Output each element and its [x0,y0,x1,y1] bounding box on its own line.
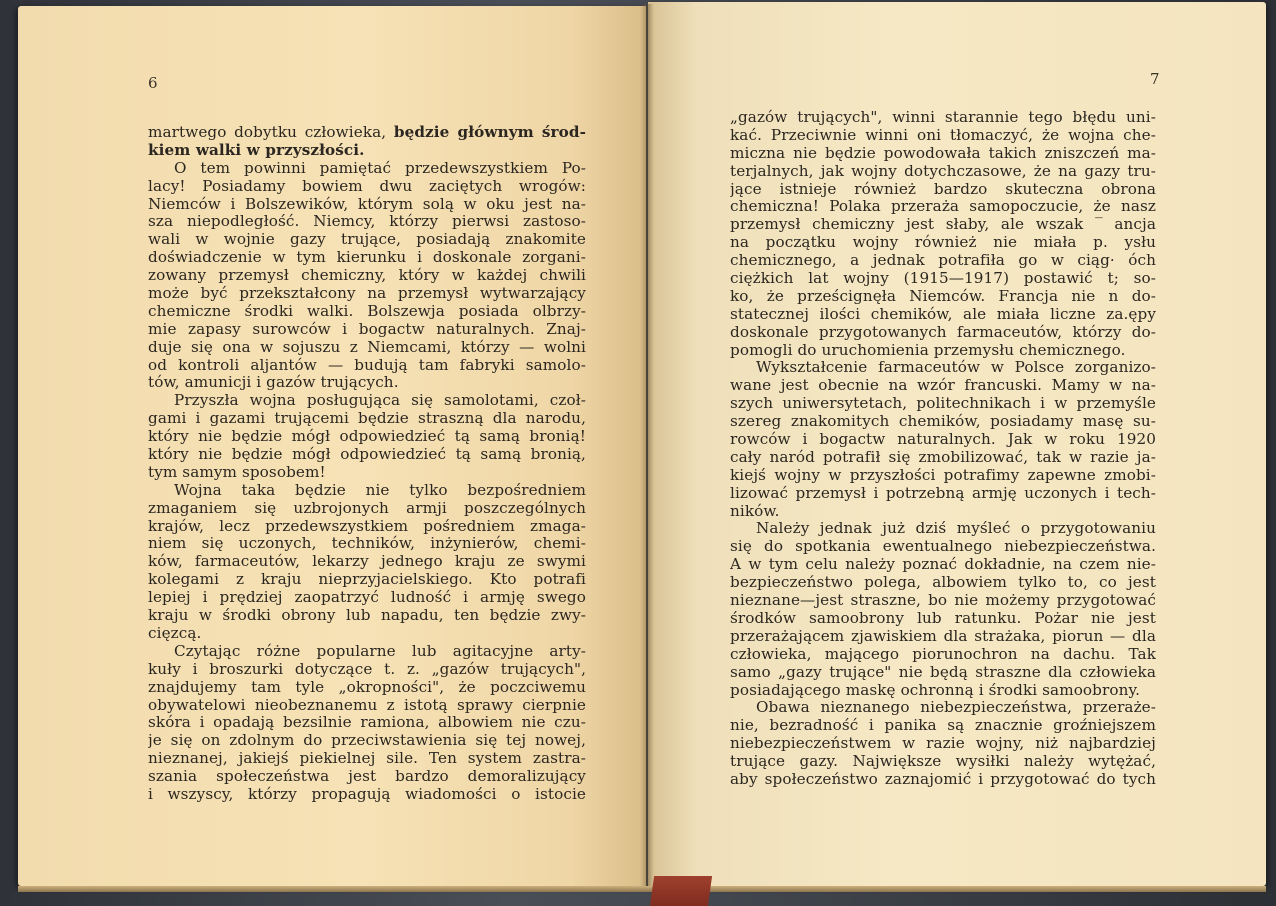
text-line: lepiej i prędziej zaopatrzyć ludność i armję swego [148,589,586,607]
text-line: pomogli do uruchomienia przemysłu chemicznego. [730,341,1126,359]
text-line: lizować przemysł i potrzebną armję uczonych i tech- [730,484,1156,502]
text-line: zowany przemysł chemiczny, który w każdej chwili [148,267,586,285]
text-line: rowców i bogactw naturalnych. Jak w roku 1920 [730,431,1156,449]
text-line: ków, farmaceutów, lekarzy jednego kraju ze swymi [148,553,586,571]
text-line: człowieka, mającego piorunochron na dachu. Tak [730,645,1156,663]
text-line: przerażającem zjawiskiem dla strażaka, piorun — dla [730,627,1156,645]
text-line: jące istnieje również bardzo skuteczna obrona [730,180,1156,198]
text-line: znajdujemy tam tyle „okropności", że poczciwemu [148,678,586,696]
page-number-right: 7 [1150,70,1160,88]
text-line: szereg znakomitych chemików, posiadamy masę su- [730,413,1156,431]
text-line: Wojna taka będzie nie tylko bezpośredniem [174,481,586,499]
text-line: kolegami z kraju nieprzyjacielskiego. Kto potrafi [148,571,586,589]
text-line: cały naród potrafił się zmobilizować, tak w razie ja- [730,448,1156,466]
text-line: szania społeczeństwa jest bardzo demoralizujący [148,768,586,786]
text-line: się do spotkania ewentualnego niebezpieczeństwa. [730,538,1156,556]
text-line: i wszyscy, którzy propagują wiadomości o istocie [148,785,586,803]
text-line: Niemców i Bolszewików, którym solą w oku jest na- [148,195,586,213]
text-line: chemiczne środki walki. Bolszewja posiada olbrzy- [148,302,586,320]
text-line: zmaganiem się uzbrojonych armji poszczególnych [148,499,586,517]
page-number-left: 6 [148,74,158,92]
text-line: miczna nie będzie powodowała takich zniszczeń ma- [730,144,1156,162]
right-page-text [730,109,1156,789]
text-line: mie zapasy surowców i bogactw naturalnych. Znaj- [148,320,586,338]
left-page-text [148,124,586,804]
text-line: szych uniwersytetach, politechnikach i w przemyśle [730,395,1156,413]
text-line: cięzcą. [148,624,202,642]
left-page [18,6,646,886]
text-line: od kontroli aljantów — budują tam fabryki samolo- [148,356,586,374]
bookmark-ribbon [650,876,712,906]
text-line: nieznanej, jakiejś piekielnej sile. Ten system zastra- [148,750,586,768]
text-line: terjalnych, jak wojny dotychczasowe, że na gazy tru- [730,162,1156,180]
text-line: Należy jednak już dziś myśleć o przygotowaniu [756,520,1156,538]
text-line: trujące gazy. Największe wysiłki należy wytężać, [730,753,1156,771]
text-line: Wykształcenie farmaceutów w Polsce zorganizo- [756,359,1156,377]
text-line: krajów, lecz przedewszystkiem pośredniem zmaga- [148,517,586,535]
text-line: przemysł chemiczny jest słaby, ale wszak ‾ ancja [730,216,1156,234]
text-line: nie, bezradność i panika są znacznie groźniejszem [730,717,1156,735]
text-line: może być przekształcony na przemysł wytwarzający [148,285,586,303]
text-line: nieznane—jest straszne, bo nie możemy przygotować [730,592,1156,610]
text-line: samo „gazy trujące" nie będą straszne dla człowieka [730,663,1156,681]
text-line: tym samym sposobem! [148,463,326,481]
text-line: O tem powinni pamiętać przedewszystkiem Po- [174,159,586,177]
text-line: A w tym celu należy poznać dokładnie, na czem nie- [730,556,1156,574]
text-line: chemiczna! Polaka przeraża samopoczucie, że nasz [730,198,1156,216]
text-line: obywatelowi nieobeznanemu z istotą sprawy cierpnie [148,696,586,714]
text-line: Obawa nieznanego niebezpieczeństwa, przeraże- [756,699,1156,717]
text-line: Czytając różne popularne lub agitacyjne arty- [174,642,586,660]
text-line: tów, amunicji i gazów trujących. [148,374,399,392]
text-line: gami i gazami trującemi będzie straszną dla narodu, [148,410,586,428]
text-line: kraju w środki obrony lub napadu, ten będzie zwy- [148,607,586,625]
text-line: posiadającego maskę ochronną i środki samoobrony. [730,681,1141,699]
text-line: wane jest obecnie na wzór francuski. Mamy w na- [730,377,1156,395]
text-line: środków samoobrony lub ratunku. Pożar nie jest [730,609,1156,627]
text-line: niem się uczonych, techników, inżynierów, chemi- [148,535,586,553]
text-line: który nie będzie mógł odpowiedzieć tą samą bronią, [148,446,586,464]
book-gutter [640,4,654,888]
text-line: martwego dobytku człowieka, będzie głównym środ- [148,124,586,141]
text-line: statecznej ilości chemików, ale miała liczne za.ępy [730,305,1156,323]
text-line: na początku wojny również nie miała p. ysłu [730,234,1156,252]
text-line: Przyszła wojna posługująca się samolotami, czoł- [174,392,586,410]
text-line: kiem walki w przyszłości. [148,141,365,159]
text-line: lacy! Posiadamy bowiem dwu zaciętych wrogów: [148,177,586,195]
text-line: bezpieczeństwo polega, albowiem tylko to, co jest [730,574,1156,592]
text-line: aby społeczeństwo zaznajomić i przygotować do tych [730,770,1156,788]
text-line: kiejś wojny w przyszłości potrafimy zapewne zmobi- [730,466,1156,484]
text-line: „gazów trujących", winni starannie tego błędu uni- [730,109,1156,126]
text-line: który nie będzie mógł odpowiedzieć tą samą bronią! [148,428,586,446]
text-line: chemicznego, a jednak potrafiła go w ciąg· óch [730,252,1156,270]
text-line: wali w wojnie gazy trujące, posiadają znakomite [148,231,586,249]
text-line: niebezpieczeństwem w razie wojny, niż najbardziej [730,735,1156,753]
text-line: doświadczenie w tym kierunku i doskonale zorgani- [148,249,586,267]
text-line: ników. [730,502,780,520]
text-line: je się on zdolnym do przeciwstawienia się tej nowej, [148,732,586,750]
text-line: doskonale przygotowanych farmaceutów, którzy do- [730,323,1156,341]
text-line: duje się ona w sojuszu z Niemcami, którzy — wolni [148,338,586,356]
text-line: skóra i opadają bezsilnie ramiona, albowiem nie czu- [148,714,586,732]
text-line: ciężkich lat wojny (1915—1917) postawić t; so- [730,270,1156,288]
text-line: kać. Przeciwnie winni oni tłomaczyć, że wojna che- [730,126,1156,144]
text-line: kuły i broszurki dotyczące t. z. „gazów trujących", [148,660,586,678]
page-edge [18,886,1266,892]
text-line: ko, że prześcignęła Niemców. Francja nie n do- [730,287,1156,305]
right-page [648,2,1266,886]
text-line: sza niepodległość. Niemcy, którzy pierwsi zastoso- [148,213,586,231]
